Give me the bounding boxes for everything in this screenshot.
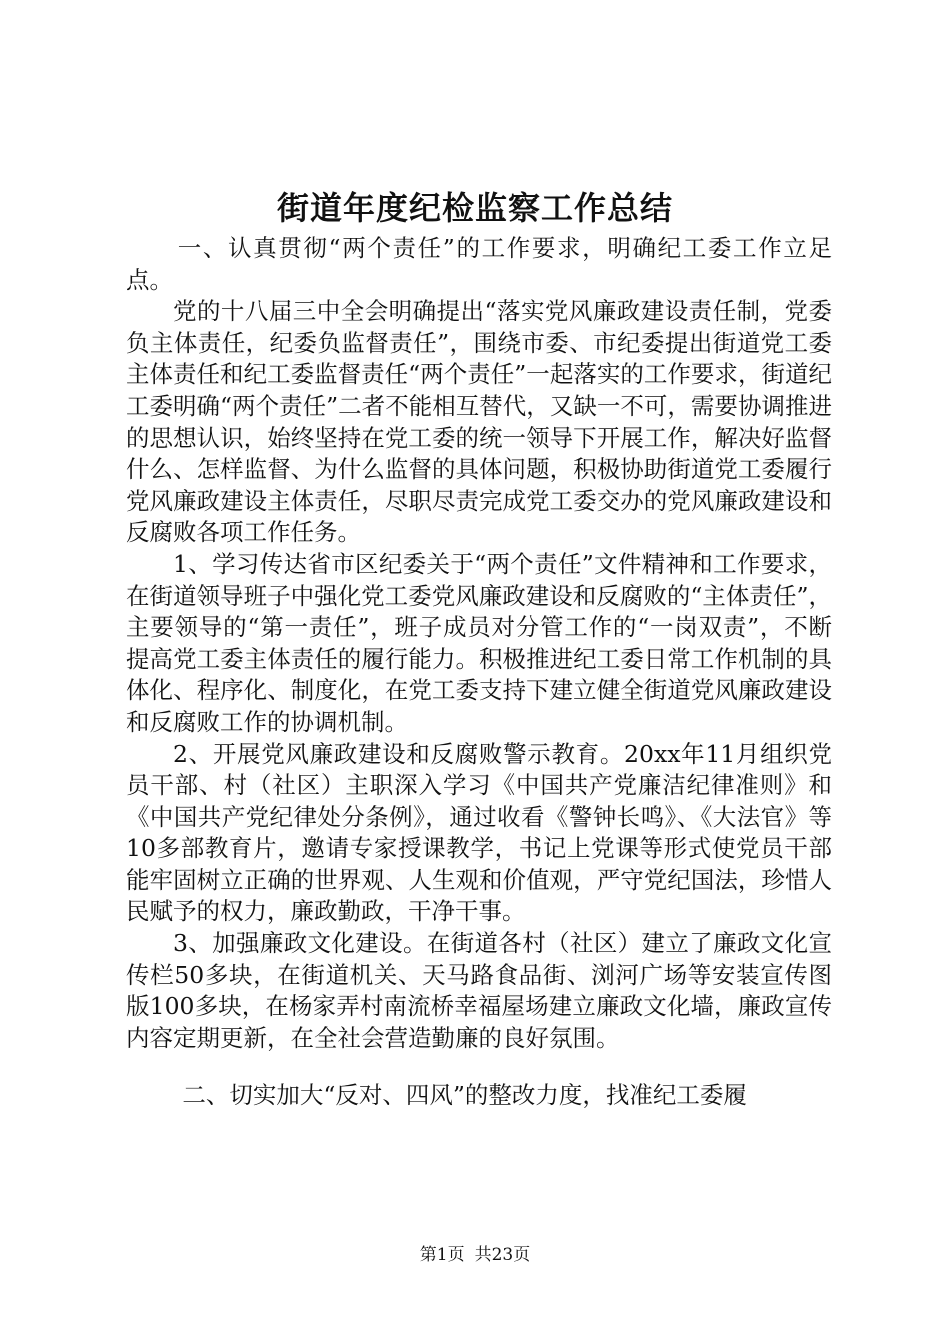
body-paragraph: 党的十八届三中全会明确提出“落实党风廉政建设责任制，党委负主体责任，纪委负监督责任”，围绕市委、市纪委提出街道党工委主体责任和纪工委监督责任“两个责任”一起落实的工作要求，街道纪工委明确“两个责任”二者不能相互替代，又缺一不可，需要协调推进的思想认识，始终坚持在党工委的统一领导下开展工作，解决好监督什么、怎样监督、为什么监督的具体问题，积极协助街道党工委履行党风廉政建设主体责任，尽职尽责完成党工委交办的党风廉政建设和反腐败各项工作任务。 (126, 297, 832, 547)
page-total: 共23页 (474, 1245, 531, 1265)
document-title: 街道年度纪检监察工作总结 (276, 189, 673, 227)
document-body (126, 233, 832, 1112)
list-item-paragraph: 2、开展党风廉政建设和反腐败警示教育。20xx年11月组织党员干部、村（社区）主职深入学习《中国共产党廉洁纪律准则》和《中国共产党纪律处分条例》，通过收看《警钟长鸣》、《大法官》等10多部教育片，邀请专家授课教学，书记上党课等形式使党员干部能牢固树立正确的世界观、人生观和价值观，严守党纪国法，珍惜人民赋予的权力，廉政勤政，干净干事。 (126, 739, 832, 926)
page-number: 第1页 (419, 1245, 465, 1265)
page-footer (0, 1244, 950, 1266)
section-heading: 二、切实加大“反对、四风”的整改力度，找准纪工委履 (182, 1081, 747, 1110)
list-item-paragraph: 1、学习传达省市区纪委关于“两个责任”文件精神和工作要求，在街道领导班子中强化党工委党风廉政建设和反腐败的“主体责任”，主要领导的“第一责任”，班子成员对分管工作的“一岗双责”，不断提高党工委主体责任的履行能力。积极推进纪工委日常工作机制的具体化、程序化、制度化，在党工委支持下建立健全街道党风廉政建设和反腐败工作的协调机制。 (126, 549, 832, 736)
list-item-paragraph: 3、加强廉政文化建设。在街道各村（社区）建立了廉政文化宣传栏50多块，在街道机关、天马路食品街、浏河广场等安装宣传图版100多块，在杨家弄村南流桥幸福屋场建立廉政文化墙，廉政宣传内容定期更新，在全社会营造勤廉的良好氛围。 (126, 929, 832, 1052)
section-heading: 一、认真贯彻“两个责任”的工作要求，明确纪工委工作立足点。 (126, 234, 832, 294)
